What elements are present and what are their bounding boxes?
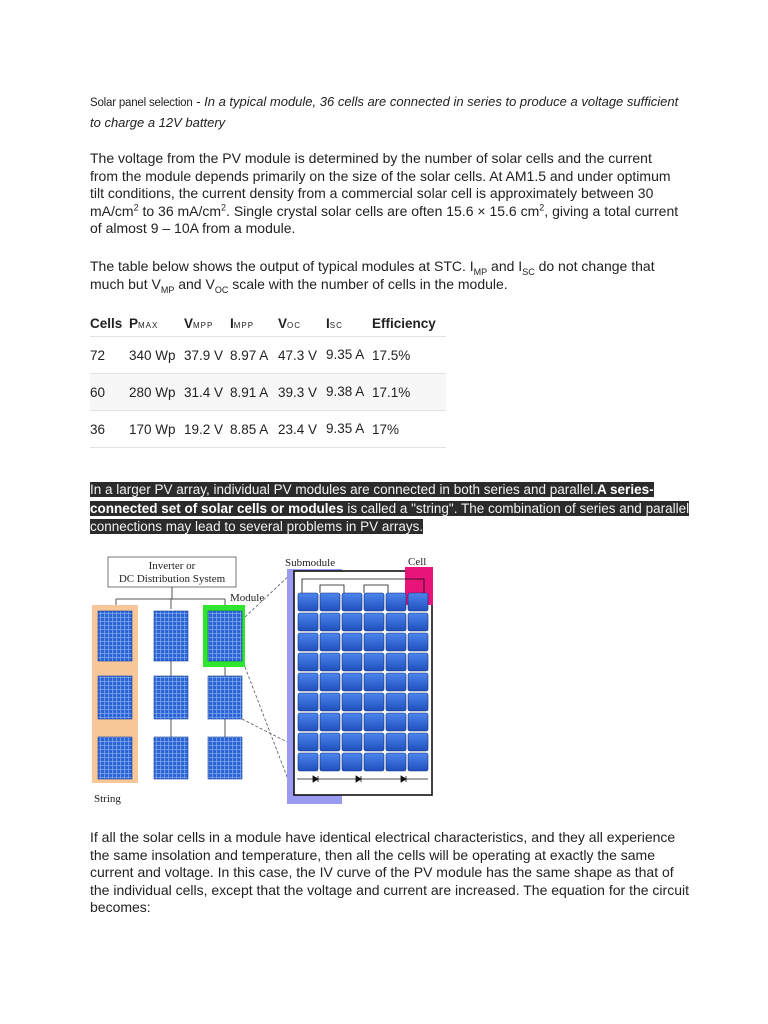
cell-impp: 8.91 A: [230, 374, 278, 411]
p2-sub-4: OC: [214, 284, 229, 295]
solar-cell: [364, 593, 384, 611]
solar-cell: [408, 613, 428, 631]
string-label: String: [94, 793, 121, 805]
solar-cell: [320, 613, 340, 631]
inverter-label-1: Inverter or: [148, 560, 196, 572]
table-row: [90, 337, 446, 374]
paragraph-table-intro: [90, 258, 680, 293]
solar-cell: [320, 673, 340, 691]
submodule-label: Submodule: [285, 557, 336, 569]
solar-cell: [298, 593, 318, 611]
inverter-label-2: DC Distribution System: [118, 573, 226, 585]
cell-efficiency: 17.5%: [372, 337, 446, 374]
header-voc: VOC: [278, 310, 326, 337]
cell-voc: 23.4 V: [278, 411, 326, 448]
cell-efficiency: 17%: [372, 411, 446, 448]
header-efficiency: Efficiency: [372, 310, 446, 337]
solar-cell: [386, 653, 406, 671]
table-header-row: [90, 310, 446, 337]
header-pmax: PMAX: [129, 310, 184, 337]
section-heading: [90, 92, 690, 133]
p1-text-2: to 36 mA/cm: [138, 202, 222, 219]
cell-isc: 9.38 A: [326, 374, 372, 411]
cell-efficiency: 17.1%: [372, 374, 446, 411]
solar-cell: [364, 653, 384, 671]
solar-cell: [386, 633, 406, 651]
p1-text-1: The voltage from the PV module is determined by the number of solar cells and the current from the module depends primarily on the size of the solar cells. At AM1.5 and under optimum tilt conditions, the current density from a commercial solar cell is approximately between 30 mA/cm: [90, 150, 671, 219]
cell-vmpp: 37.9 V: [184, 337, 230, 374]
header-impp: IMPP: [230, 310, 278, 337]
solar-cell: [408, 593, 428, 611]
cell-impp: 8.85 A: [230, 411, 278, 448]
heading-separator: -: [192, 94, 205, 109]
table-row: [90, 374, 446, 411]
cell-impp: 8.97 A: [230, 337, 278, 374]
solar-cell: [342, 753, 362, 771]
solar-cell: [342, 673, 362, 691]
paragraph-identical-cells: If all the solar cells in a module have identical electrical characteristics, and they all experience the same insolation and temperature, then all the cells will be operating at exactly the same current and voltage. In this case, the IV curve of the PV module has the same shape as that of the individual cells, except that the voltage and current are increased. The equation for the circuit becomes:: [90, 829, 689, 915]
hl-text-2: is called a "string". The combination of series and parallel connections may lead to several problems in PV arrays.: [90, 500, 690, 534]
solar-cell: [364, 633, 384, 651]
solar-cell: [408, 693, 428, 711]
solar-cell: [386, 673, 406, 691]
cell-pmax: 280 Wp: [129, 374, 184, 411]
cell-label: Cell: [408, 556, 427, 568]
solar-cell: [320, 733, 340, 751]
module-label: Module: [230, 592, 265, 604]
cell-cells: 36: [90, 411, 129, 448]
solar-cell: [408, 633, 428, 651]
solar-cell: [342, 633, 362, 651]
p1-sup-2: 2: [221, 201, 227, 212]
p2-sub-1: MP: [473, 266, 488, 277]
solar-cell: [364, 733, 384, 751]
solar-cell: [320, 633, 340, 651]
cell-pmax: 170 Wp: [129, 411, 184, 448]
paragraph-voltage: [90, 150, 680, 238]
pv-array-diagram: [88, 549, 440, 811]
p2-text-1: The table below shows the output of typical modules at STC. I: [90, 258, 474, 274]
solar-cell: [298, 733, 318, 751]
zoom-lines: [242, 571, 294, 795]
solar-cell: [364, 693, 384, 711]
cell-vmpp: 19.2 V: [184, 411, 230, 448]
solar-cell: [298, 673, 318, 691]
solar-cell: [298, 653, 318, 671]
p2-text-4: and V: [174, 275, 215, 292]
cell-isc: 9.35 A: [326, 337, 372, 374]
heading-italic: In a typical module, 36 cells are connected in series to produce a voltage sufficient to charge a 12V battery: [90, 94, 679, 130]
solar-cell: [386, 613, 406, 631]
solar-cell: [386, 693, 406, 711]
table-row: [90, 411, 446, 448]
cell-pmax: 340 Wp: [129, 337, 184, 374]
solar-cell: [342, 733, 362, 751]
solar-cell: [298, 713, 318, 731]
solar-cell: [386, 753, 406, 771]
module-output-table: [90, 310, 446, 448]
solar-cell: [408, 733, 428, 751]
cell-voc: 47.3 V: [278, 337, 326, 374]
solar-cell: [342, 593, 362, 611]
solar-cell: [342, 653, 362, 671]
solar-cell: [408, 713, 428, 731]
solar-cell: [298, 613, 318, 631]
small-modules: [98, 611, 242, 779]
solar-cell: [386, 733, 406, 751]
p1-sup-1: 2: [133, 201, 139, 212]
solar-cell: [342, 613, 362, 631]
solar-cell: [408, 753, 428, 771]
header-isc: ISC: [326, 310, 372, 337]
cell-isc: 9.35 A: [326, 411, 372, 448]
p1-sup-3: 2: [539, 201, 545, 212]
header-cells: Cells: [90, 310, 129, 337]
p2-sub-3: MP: [160, 284, 175, 295]
solar-cell: [364, 713, 384, 731]
solar-cell: [386, 593, 406, 611]
solar-cell: [320, 653, 340, 671]
p1-text-3: . Single crystal solar cells are often 15.6 × 15.6 cm: [226, 202, 540, 219]
heading-label: Solar panel selection: [90, 97, 193, 109]
header-vmpp: VMPP: [184, 310, 230, 337]
cell-vmpp: 31.4 V: [184, 374, 230, 411]
solar-cell: [320, 753, 340, 771]
cell-cells: 60: [90, 374, 129, 411]
solar-cell: [408, 673, 428, 691]
solar-cell: [386, 713, 406, 731]
p2-text-5: scale with the number of cells in the module.: [228, 275, 508, 292]
cell-voc: 39.3 V: [278, 374, 326, 411]
solar-cell: [342, 693, 362, 711]
solar-cell: [364, 673, 384, 691]
p2-text-2: and I: [487, 258, 523, 274]
solar-cell: [342, 713, 362, 731]
solar-cell: [320, 693, 340, 711]
solar-cell: [408, 653, 428, 671]
solar-cell: [320, 593, 340, 611]
p2-sub-2: SC: [522, 266, 535, 277]
solar-cell: [364, 753, 384, 771]
cell-cells: 72: [90, 337, 129, 374]
p1-text-4: , giving a total current of almost 9 – 10A from a module.: [90, 202, 679, 236]
p2-text-3: do not change that much but V: [90, 258, 655, 292]
solar-cell: [320, 713, 340, 731]
solar-cell: [364, 613, 384, 631]
highlighted-paragraph: [90, 481, 690, 537]
hl-bold: A series-connected set of solar cells or modules: [90, 482, 654, 516]
hl-text-1: In a larger PV array, individual PV modules are connected in both series and parallel.: [90, 482, 598, 497]
solar-cell: [298, 753, 318, 771]
solar-cell: [298, 633, 318, 651]
solar-cell: [298, 693, 318, 711]
